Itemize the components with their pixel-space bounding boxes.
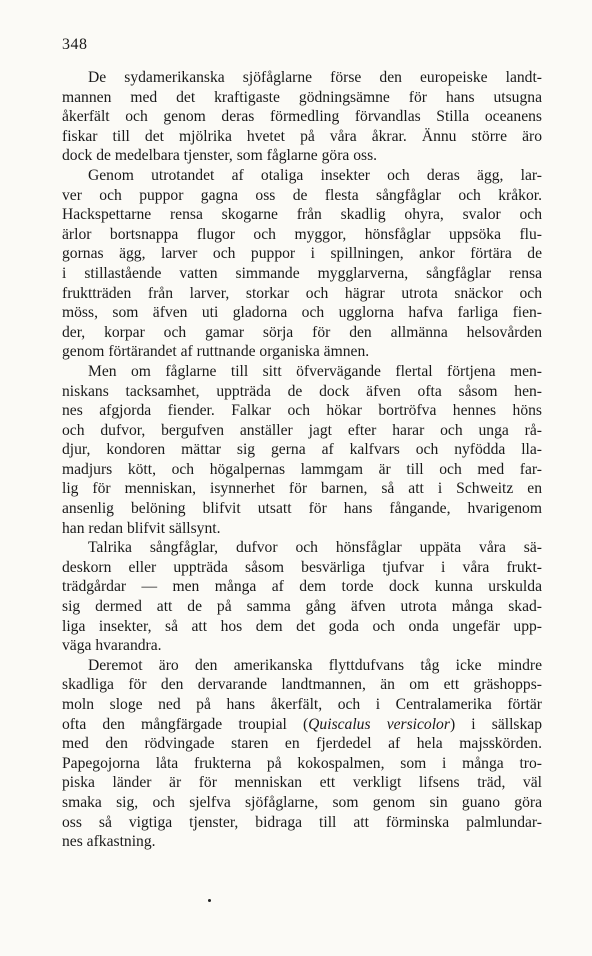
text-line-content: Deremot äro den amerikanska flyttdufvans tåg icke mindre [88,656,542,674]
text-line-content: Genom utrotandet af otaliga insekter och deras ägg, lar- [88,166,542,184]
text-line-content: genom förtärandet af ruttnande organiska ämnen. [62,343,370,361]
text-line [62,754,542,774]
text-line [62,88,542,108]
text-line [62,734,542,754]
text-line-content: Papegojorna låta frukterna på kokospalmen, som i många tro- [62,754,542,772]
text-line [62,284,542,304]
text-line-content: madjurs kött, och högalpernas lammgam är till och med far- [62,460,542,478]
text-line-content: niskans tacksamhet, uppträda de dock äfven ofta såsom hen- [62,382,542,400]
text-line [62,597,542,617]
text-line [62,519,542,539]
text-line [62,832,542,852]
text-line [62,773,542,793]
text-line-content: nes afkastning. [62,833,156,851]
text-line [62,107,542,127]
text-line [62,401,542,421]
text-line [62,146,542,166]
text-line-content: moln sloge ned på hans åkerfält, och i Centralamerika förtär [62,696,542,713]
text-line [62,636,542,656]
text-line [62,440,542,460]
text-line-content: med den rödvingade staren en fjerdedel af hela majsskörden. [62,735,542,753]
text-line-content: gornas ägg, larver och puppor i spillningen, ankor förtära de [62,245,542,263]
species-name: Quiscalus versicolor [308,715,450,733]
text-line [62,244,542,264]
text-line-content: och dufvor, bergufven anställer jagt efter harar och unga rå- [62,421,542,439]
text-line [62,813,542,833]
text-line [62,558,542,578]
body-text [62,68,542,852]
text-line [62,186,542,206]
text-line-content: deskorn eller uppträda såsom besvärliga tjufvar i våra frukt- [62,558,542,576]
text-line [62,715,542,735]
text-line [62,127,542,147]
text-line [62,421,542,441]
text-line [62,68,542,88]
text-line-content: lig för menniskan, isynnerhet för barnen, så att i Schweitz en [62,480,542,498]
text-line-content: han redan blifvit sällsynt. [62,519,221,537]
text-line-content: väga hvarandra. [62,637,162,655]
text-line-content: Men om fåglarne till sitt öfvervägande flertal förtjena men- [88,362,542,380]
text-line-content: åkerfält och genom deras förmedling förvandlas Stilla oceanens [62,108,542,126]
text-line-content: i stillastående vatten simmande mygglarverna, sångfåglar rensa [62,264,542,282]
text-line [62,793,542,813]
text-line [62,499,542,519]
text-line-content: ofta den mångfärgade troupial ( [62,715,309,733]
text-line [62,303,542,323]
text-line [62,382,542,402]
text-line [62,362,542,382]
text-line-content: fruktträden från larver, storkar och hägrar utrota snäckor och [62,284,542,302]
text-line-content: djur, kondoren mättar sig gerna af kalfvars och nyfödda lla- [62,441,542,459]
text-line-content: ) i sällskap [449,715,543,733]
text-line-content: fiskar till det mjölrika hvetet på våra åkrar. Ännu större äro [62,127,542,145]
text-line-content: ver och puppor gagna oss de flesta sångfåglar och kråkor. [62,186,542,204]
text-line [62,675,542,695]
text-line-content: smaka sig, och sjelfva sjöfåglarne, som genom sin guano göra [62,793,542,811]
text-line [62,264,542,284]
text-line [62,479,542,499]
text-line-content: mannen med det kraftigaste gödningsämne för hans utsugna [62,88,542,106]
text-line-content: möss, som äfven uti gladorna och ugglorna hafva farliga fien- [62,304,542,322]
ink-speck [208,899,211,902]
text-line-content: piska länder är för menniskan ett verkligt lifsens träd, väl [62,774,542,792]
text-line-content: Talrika sångfåglar, dufvor och hönsfåglar uppäta våra sä- [88,539,542,557]
text-line-content: oss så vigtiga tjenster, bidraga till att förminska palmlundar- [62,813,542,831]
text-line [62,225,542,245]
text-line [62,166,542,186]
text-line-content: nes afgjorda fiender. Falkar och hökar bortröfva hennes höns [62,402,542,420]
text-line-content: dock de medelbara tjenster, som fåglarne göra oss. [62,147,378,165]
text-line [62,460,542,480]
text-line-content: liga insekter, så att hos dem det goda och onda ungefär upp- [62,617,542,635]
text-line-content: trädgårdar — men många af dem torde dock kunna urskulda [62,578,542,596]
text-line [62,342,542,362]
text-line [62,577,542,597]
text-line-content: der, korpar och gamar sörja för den allmänna helsovården [62,323,542,341]
text-line-content: skadliga för den dervarande landtmannen, än om ett gräshopps- [62,676,542,694]
text-line [62,695,542,715]
text-line-content: ärlor bortsnappa flugor och myggor, hönsfåglar uppsöka flu- [62,225,542,243]
text-line [62,323,542,343]
text-line-content: Hackspettarne rensa skogarne från skadlig ohyra, svalor och [62,206,542,224]
text-line [62,538,542,558]
text-line-content: De sydamerikanska sjöfåglarne förse den europeiske landt- [88,69,542,86]
text-line [62,205,542,225]
text-line [62,617,542,637]
text-line [62,656,542,676]
text-line-content: sig dermed att de på samma gång äfven utrota många skad- [62,598,542,616]
text-line-content: ansenlig belöning blifvit utsatt för hans fångande, hvarigenom [62,500,542,518]
page-number: 348 [62,36,88,53]
